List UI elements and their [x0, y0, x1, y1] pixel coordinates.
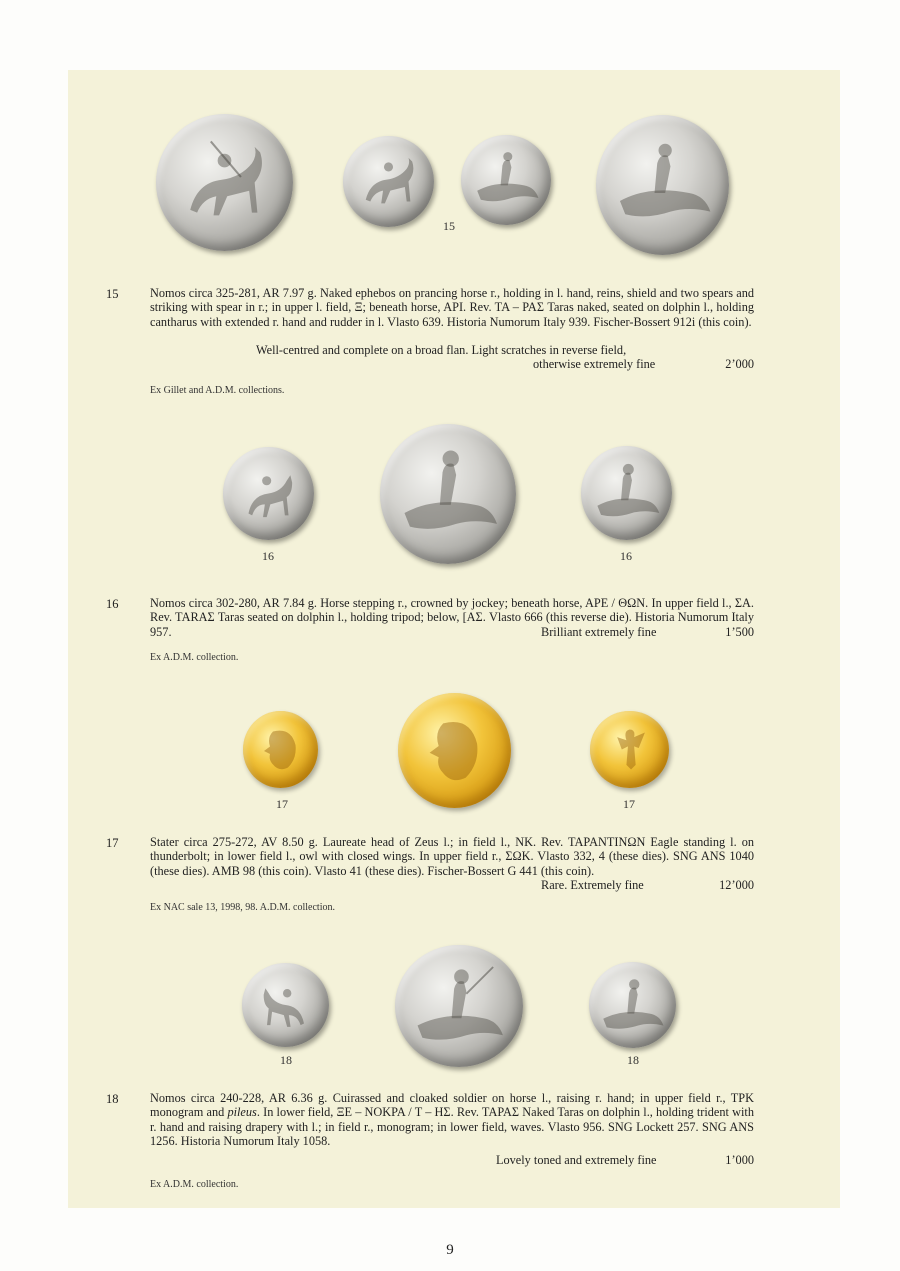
coin-label: 18 [627, 1053, 639, 1067]
dolphin-rider-icon [596, 115, 729, 255]
lot-description: Nomos circa 302-280, AR 7.84 g. Horse stepping r., crowned by jockey; beneath horse, APE / ΘΩN. In upper field l., ΣA. Rev. TARAΣ Taras seated on dolphin l., holding tripod; below, [AΣ. Vlasto 666 (this reverse die). Historia Numorum Italy 957. [150, 596, 754, 639]
coin-17-obverse-large [398, 693, 511, 808]
dolphin-rider-icon [461, 135, 551, 225]
coin-16-reverse-small [581, 446, 672, 540]
lot-provenance: Ex Gillet and A.D.M. collections. [150, 385, 285, 396]
dolphin-rider-icon [380, 424, 516, 564]
lot-condition: otherwise extremely fine [533, 357, 656, 371]
zeus-head-icon [398, 693, 511, 808]
lot-description: Nomos circa 325-281, AR 7.97 g. Naked ephebos on prancing horse r., holding in l. hand, reins, shield and two spears and striking with spear in r.; in upper l. field, Ξ; beneath horse, API. Rev. TA – PAΣ Taras naked, seated on dolphin l., holding cantharus with extended r. hand and rudder in l. Vlasto 639. Historia Numorum Italy 939. Fischer-Bossert 912i (this coin). [150, 286, 754, 329]
coin-15-reverse-large [596, 115, 729, 255]
coin-label: 17 [276, 797, 288, 811]
lot-condition: Lovely toned and extremely fine [496, 1153, 657, 1167]
coin-16-obverse [223, 447, 314, 540]
zeus-head-icon [243, 711, 318, 788]
coin-18-reverse-large [395, 945, 523, 1067]
lot-number: 18 [106, 1092, 119, 1106]
pileus-italic: pileus [227, 1105, 257, 1120]
horseman-icon [343, 136, 434, 227]
lot-provenance: Ex NAC sale 13, 1998, 98. A.D.M. collection. [150, 902, 335, 913]
horseman-icon [242, 963, 329, 1047]
coin-17-reverse [590, 711, 669, 788]
coin-18-obverse [242, 963, 329, 1047]
lot-condition: Brilliant extremely fine [541, 625, 657, 639]
coin-label: 16 [620, 549, 632, 563]
coin-15-obverse-large [156, 114, 293, 251]
coin-16-reverse-large [380, 424, 516, 564]
dolphin-rider-icon [589, 962, 676, 1048]
lot-price: 1’500 [725, 625, 754, 639]
lot-provenance: Ex A.D.M. collection. [150, 1179, 239, 1190]
coin-18-reverse-small [589, 962, 676, 1048]
dolphin-rider-icon [395, 945, 523, 1067]
coin-label: 18 [280, 1053, 292, 1067]
lot-condition: Well-centred and complete on a broad flan. Light scratches in reverse field, [256, 343, 627, 357]
lot-price: 12’000 [719, 878, 754, 892]
lot-number: 15 [106, 287, 119, 301]
lot-price: 2’000 [725, 357, 754, 371]
coin-label: 15 [443, 219, 455, 233]
coin-15-reverse-small [461, 135, 551, 225]
lot-description: Stater circa 275-272, AV 8.50 g. Laureate head of Zeus l.; in field l., NK. Rev. TAPANTINΩN Eagle standing l. on thunderbolt; in lower field l., owl with closed wings. In upper field r., ΣΩK. Vlasto 332, 4 (these dies). SNG ANS 1040 (these dies). AMB 98 (this coin). Vlasto 41 (these dies). Fischer-Bossert G 441 (this coin). [150, 835, 754, 878]
page-number: 9 [446, 1242, 454, 1258]
coin-label: 17 [623, 797, 635, 811]
lot-price: 1’000 [725, 1153, 754, 1167]
lot-number: 17 [106, 836, 119, 850]
horseman-icon [156, 114, 293, 251]
dolphin-rider-icon [581, 446, 672, 540]
lot-provenance: Ex A.D.M. collection. [150, 652, 239, 663]
coin-17-obverse-small [243, 711, 318, 788]
lot-condition: Rare. Extremely fine [541, 878, 644, 892]
lot-description: Nomos circa 240-228, AR 6.36 g. Cuirassed and cloaked soldier on horse l., raising r. hand; in upper field r., TPK monogram and pileus. In lower field, ΞE – NOKPA / T – HΣ. Rev. TAPAΣ Naked Taras on dolphin l., holding trident with r. hand and raising drapery with l.; in field r., monogram; in lower field, waves. Vlasto 956. SNG Lockett 257. SNG ANS 1256. Historia Numorum Italy 1058. [150, 1091, 754, 1148]
coin-15-obverse-small [343, 136, 434, 227]
horseman-icon [223, 447, 314, 540]
lot-number: 16 [106, 597, 119, 611]
coin-label: 16 [262, 549, 274, 563]
eagle-icon [590, 711, 669, 788]
